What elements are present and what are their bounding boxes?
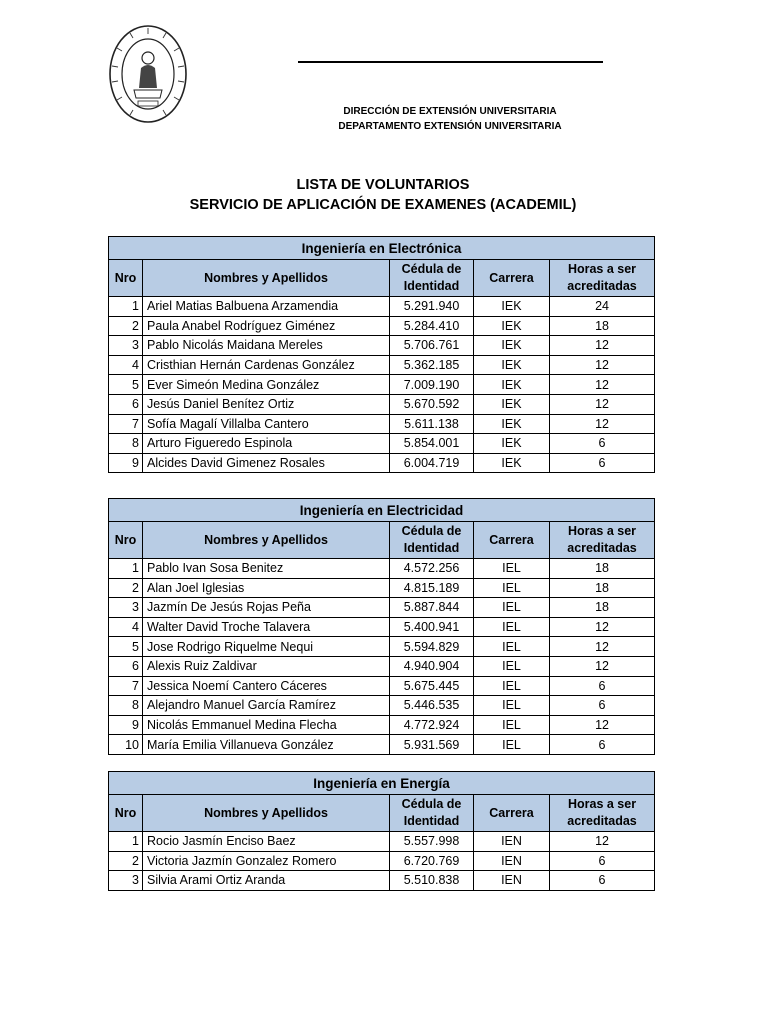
- cell-horas: 18: [550, 598, 655, 618]
- cell-cedula: 5.284.410: [390, 316, 474, 336]
- table-row: [109, 715, 655, 735]
- col-header-cedula: Cédula de Identidad: [390, 522, 474, 559]
- cell-horas: 12: [550, 414, 655, 434]
- table-row: [109, 355, 655, 375]
- cell-horas: 12: [550, 355, 655, 375]
- col-header-nro: Nro: [109, 795, 143, 832]
- table-row: [109, 598, 655, 618]
- cell-nro: 2: [109, 578, 143, 598]
- section-title: Ingeniería en Electricidad: [109, 499, 655, 522]
- cell-name: María Emilia Villanueva González: [143, 735, 390, 755]
- cell-name: Jessica Noemí Cantero Cáceres: [143, 676, 390, 696]
- cell-carrera: IEN: [474, 871, 550, 891]
- col-header-cedula: Cédula de Identidad: [390, 260, 474, 297]
- cell-name: Jose Rodrigo Riquelme Nequi: [143, 637, 390, 657]
- cell-carrera: IEL: [474, 598, 550, 618]
- cell-horas: 6: [550, 453, 655, 473]
- cell-horas: 12: [550, 375, 655, 395]
- cell-cedula: 5.291.940: [390, 297, 474, 317]
- cell-cedula: 6.720.769: [390, 851, 474, 871]
- col-header-nro: Nro: [109, 522, 143, 559]
- document-title: LISTA DE VOLUNTARIOS: [296, 177, 470, 193]
- cell-nro: 9: [109, 715, 143, 735]
- table-row: [109, 676, 655, 696]
- cell-horas: 18: [550, 316, 655, 336]
- cell-horas: 6: [550, 676, 655, 696]
- cell-carrera: IEK: [474, 355, 550, 375]
- cell-name: Ever Simeón Medina González: [143, 375, 390, 395]
- cell-nro: 1: [109, 297, 143, 317]
- col-header-name: Nombres y Apellidos: [143, 260, 390, 297]
- university-seal-icon: [108, 24, 188, 124]
- cell-carrera: IEL: [474, 735, 550, 755]
- cell-cedula: 4.772.924: [390, 715, 474, 735]
- cell-nro: 8: [109, 696, 143, 716]
- cell-carrera: IEN: [474, 832, 550, 852]
- table-row: [109, 559, 655, 579]
- cell-cedula: 4.940.904: [390, 656, 474, 676]
- col-header-horas: Horas a ser acreditadas: [550, 522, 655, 559]
- table-row: [109, 336, 655, 356]
- cell-horas: 6: [550, 851, 655, 871]
- table-row: [109, 851, 655, 871]
- cell-name: Silvia Arami Ortiz Aranda: [143, 871, 390, 891]
- col-header-cedula: Cédula de Identidad: [390, 795, 474, 832]
- cell-horas: 12: [550, 832, 655, 852]
- cell-nro: 7: [109, 676, 143, 696]
- cell-name: Pablo Nicolás Maidana Mereles: [143, 336, 390, 356]
- cell-cedula: 6.004.719: [390, 453, 474, 473]
- cell-name: Arturo Figueredo Espinola: [143, 434, 390, 454]
- cell-carrera: IEK: [474, 316, 550, 336]
- cell-name: Alejandro Manuel García Ramírez: [143, 696, 390, 716]
- col-header-carrera: Carrera: [474, 260, 550, 297]
- cell-cedula: 5.400.941: [390, 617, 474, 637]
- cell-name: Alcides David Gimenez Rosales: [143, 453, 390, 473]
- cell-cedula: 5.675.445: [390, 676, 474, 696]
- cell-nro: 4: [109, 355, 143, 375]
- cell-name: Jazmín De Jesús Rojas Peña: [143, 598, 390, 618]
- section-title: Ingeniería en Electrónica: [109, 237, 655, 260]
- cell-nro: 1: [109, 559, 143, 579]
- cell-cedula: 5.670.592: [390, 394, 474, 414]
- cell-nro: 10: [109, 735, 143, 755]
- cell-carrera: IEK: [474, 297, 550, 317]
- table-row: [109, 578, 655, 598]
- cell-horas: 24: [550, 297, 655, 317]
- cell-carrera: IEK: [474, 394, 550, 414]
- table-row: [109, 637, 655, 657]
- cell-horas: 12: [550, 656, 655, 676]
- cell-cedula: 5.854.001: [390, 434, 474, 454]
- col-header-name: Nombres y Apellidos: [143, 795, 390, 832]
- cell-horas: 12: [550, 715, 655, 735]
- cell-nro: 2: [109, 316, 143, 336]
- cell-nro: 3: [109, 336, 143, 356]
- col-header-name: Nombres y Apellidos: [143, 522, 390, 559]
- cell-horas: 12: [550, 336, 655, 356]
- cell-horas: 6: [550, 434, 655, 454]
- cell-name: Victoria Jazmín Gonzalez Romero: [143, 851, 390, 871]
- cell-cedula: 5.931.569: [390, 735, 474, 755]
- table-row: [109, 434, 655, 454]
- cell-horas: 6: [550, 735, 655, 755]
- table-row: [109, 832, 655, 852]
- cell-name: Sofía Magalí Villalba Cantero: [143, 414, 390, 434]
- cell-cedula: 5.510.838: [390, 871, 474, 891]
- cell-cedula: 5.887.844: [390, 598, 474, 618]
- cell-nro: 8: [109, 434, 143, 454]
- cell-nro: 4: [109, 617, 143, 637]
- cell-carrera: IEK: [474, 453, 550, 473]
- volunteer-table-electricidad: [108, 498, 655, 755]
- dept-line-1: DIRECCIÓN DE EXTENSIÓN UNIVERSITARIA: [343, 106, 557, 117]
- cell-horas: 12: [550, 617, 655, 637]
- cell-carrera: IEL: [474, 637, 550, 657]
- cell-cedula: 5.362.185: [390, 355, 474, 375]
- cell-name: Ariel Matias Balbuena Arzamendia: [143, 297, 390, 317]
- cell-cedula: 5.611.138: [390, 414, 474, 434]
- cell-horas: 6: [550, 871, 655, 891]
- cell-cedula: 5.706.761: [390, 336, 474, 356]
- cell-name: Walter David Troche Talavera: [143, 617, 390, 637]
- cell-horas: 12: [550, 394, 655, 414]
- volunteer-table-electronica: [108, 236, 655, 473]
- cell-nro: 3: [109, 598, 143, 618]
- cell-horas: 18: [550, 559, 655, 579]
- cell-name: Jesús Daniel Benítez Ortiz: [143, 394, 390, 414]
- cell-carrera: IEL: [474, 715, 550, 735]
- cell-nro: 3: [109, 871, 143, 891]
- cell-carrera: IEN: [474, 851, 550, 871]
- table-row: [109, 735, 655, 755]
- cell-carrera: IEL: [474, 696, 550, 716]
- table-row: [109, 871, 655, 891]
- cell-carrera: IEK: [474, 375, 550, 395]
- cell-cedula: 5.557.998: [390, 832, 474, 852]
- cell-nro: 5: [109, 637, 143, 657]
- table-row: [109, 414, 655, 434]
- col-header-horas: Horas a ser acreditadas: [550, 795, 655, 832]
- cell-name: Cristhian Hernán Cardenas González: [143, 355, 390, 375]
- cell-nro: 6: [109, 656, 143, 676]
- table-row: [109, 617, 655, 637]
- cell-carrera: IEL: [474, 578, 550, 598]
- cell-nro: 6: [109, 394, 143, 414]
- col-header-nro: Nro: [109, 260, 143, 297]
- university-seal: [108, 24, 188, 124]
- cell-nro: 1: [109, 832, 143, 852]
- cell-cedula: 5.446.535: [390, 696, 474, 716]
- cell-name: Rocio Jasmín Enciso Baez: [143, 832, 390, 852]
- col-header-horas: Horas a ser acreditadas: [550, 260, 655, 297]
- cell-cedula: 5.594.829: [390, 637, 474, 657]
- dept-line-2: DEPARTAMENTO EXTENSIÓN UNIVERSITARIA: [338, 121, 562, 132]
- cell-nro: 9: [109, 453, 143, 473]
- cell-carrera: IEL: [474, 559, 550, 579]
- cell-carrera: IEL: [474, 656, 550, 676]
- cell-name: Alan Joel Iglesias: [143, 578, 390, 598]
- table-row: [109, 375, 655, 395]
- cell-carrera: IEK: [474, 414, 550, 434]
- cell-nro: 5: [109, 375, 143, 395]
- volunteer-table-energia: [108, 771, 655, 891]
- cell-name: Paula Anabel Rodríguez Giménez: [143, 316, 390, 336]
- cell-nro: 2: [109, 851, 143, 871]
- signature-line: [298, 61, 603, 63]
- cell-carrera: IEL: [474, 676, 550, 696]
- cell-cedula: 4.572.256: [390, 559, 474, 579]
- cell-horas: 6: [550, 696, 655, 716]
- col-header-carrera: Carrera: [474, 795, 550, 832]
- cell-horas: 18: [550, 578, 655, 598]
- table-row: [109, 453, 655, 473]
- section-title: Ingeniería en Energía: [109, 772, 655, 795]
- cell-nro: 7: [109, 414, 143, 434]
- cell-name: Nicolás Emmanuel Medina Flecha: [143, 715, 390, 735]
- cell-carrera: IEL: [474, 617, 550, 637]
- document-subtitle: SERVICIO DE APLICACIÓN DE EXAMENES (ACADEMIL): [189, 197, 577, 213]
- table-row: [109, 696, 655, 716]
- table-row: [109, 394, 655, 414]
- col-header-carrera: Carrera: [474, 522, 550, 559]
- table-row: [109, 297, 655, 317]
- table-row: [109, 316, 655, 336]
- cell-cedula: 4.815.189: [390, 578, 474, 598]
- cell-horas: 12: [550, 637, 655, 657]
- cell-cedula: 7.009.190: [390, 375, 474, 395]
- table-row: [109, 656, 655, 676]
- cell-carrera: IEK: [474, 434, 550, 454]
- cell-name: Pablo Ivan Sosa Benitez: [143, 559, 390, 579]
- cell-carrera: IEK: [474, 336, 550, 356]
- cell-name: Alexis Ruiz Zaldivar: [143, 656, 390, 676]
